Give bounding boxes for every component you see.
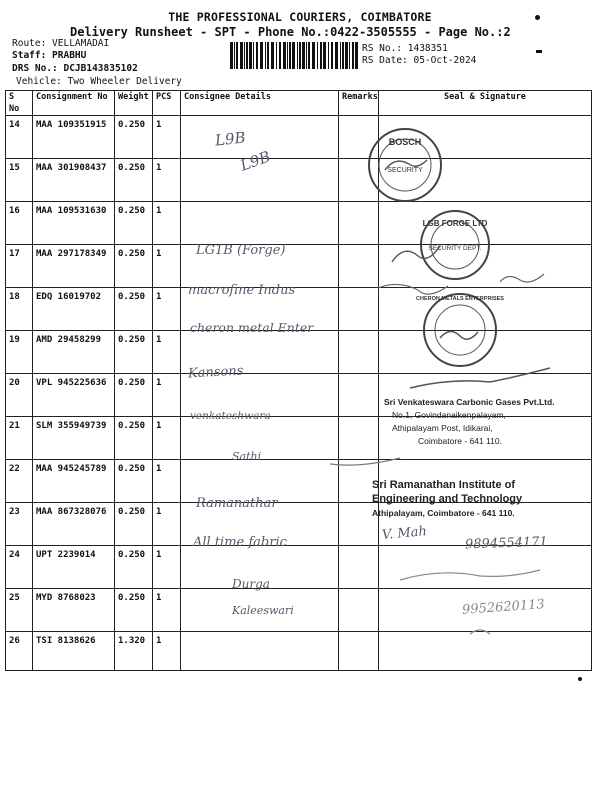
consignment-cell: MAA 945245789: [33, 460, 115, 503]
pcs-cell: 1: [153, 202, 181, 245]
mark-dot-bottom: [578, 677, 582, 681]
weight-cell: 0.250: [115, 546, 153, 589]
weight-cell: 1.320: [115, 632, 153, 671]
hw-row15: L9B: [237, 147, 273, 175]
hw-row26-phone: 9952620113: [461, 597, 546, 618]
venkat-stamp-line2: No.1, Govindanaikenpalayam,: [392, 410, 506, 420]
bosch-seal-sub: SECURITY: [387, 167, 423, 174]
col-consignee: Consignee Details: [181, 91, 339, 116]
pcs-cell: 1: [153, 331, 181, 374]
pcs-cell: 1: [153, 417, 181, 460]
pcs-cell: 1: [153, 116, 181, 159]
sno-cell: 22: [6, 460, 33, 503]
col-seal: Seal & Signature: [379, 91, 592, 116]
sno-cell: 19: [6, 331, 33, 374]
pcs-cell: 1: [153, 374, 181, 417]
hw-row19: cheron metal Enter: [190, 320, 314, 335]
consignment-cell: UPT 2239014: [33, 546, 115, 589]
hw-row22: Sathi: [232, 450, 262, 463]
hw-row20: Kansons: [187, 363, 244, 382]
venkat-stamp-line1: Sri Venkateswara Carbonic Gases Pvt.Ltd.: [384, 397, 555, 407]
cheron-seal: [416, 294, 504, 366]
pcs-cell: 1: [153, 460, 181, 503]
forge-seal: [378, 211, 544, 294]
hw-row17: LG1B (Forge): [196, 243, 286, 258]
col-remarks: Remarks: [339, 91, 379, 116]
rs-date: RS Date: 05-Oct-2024: [362, 55, 477, 66]
pcs-cell: 1: [153, 546, 181, 589]
venkat-stamp-line3: Athipalayam Post, Idikarai,: [392, 423, 493, 433]
consignment-cell: MAA 867328076: [33, 503, 115, 546]
col-weight: Weight: [115, 91, 153, 116]
staff-label: Staff: PRABHU: [12, 50, 87, 61]
consignment-cell: MAA 109351915: [33, 116, 115, 159]
signature-row20: [410, 368, 550, 388]
hw-row14: L9B: [214, 128, 247, 150]
weight-cell: 0.250: [115, 245, 153, 288]
hw-row24-sign: V. Mah: [381, 524, 428, 543]
hw-row25: Durga: [232, 577, 270, 591]
bosch-seal: [369, 129, 441, 201]
weight-cell: 0.250: [115, 331, 153, 374]
sno-cell: 20: [6, 374, 33, 417]
weight-cell: 0.250: [115, 589, 153, 632]
pcs-cell: 1: [153, 589, 181, 632]
ramanathan-stamp-line1: Sri Ramanathan Institute of: [372, 479, 516, 491]
weight-cell: 0.250: [115, 460, 153, 503]
weight-cell: 0.250: [115, 374, 153, 417]
weight-cell: 0.250: [115, 202, 153, 245]
weight-cell: 0.250: [115, 116, 153, 159]
consignment-cell: MAA 301908437: [33, 159, 115, 202]
forge-seal-sub: SECURITY DEPT.: [428, 245, 482, 252]
ramanathan-stamp-line2: Engineering and Technology: [372, 493, 523, 505]
route-label: Route: VELLAMADAI: [12, 38, 110, 49]
drs-number: DRS No.: DCJB143835102: [12, 63, 138, 74]
consignment-cell: TSI 8138626: [33, 632, 115, 671]
pcs-cell: 1: [153, 245, 181, 288]
pcs-cell: 1: [153, 632, 181, 671]
hw-row18: macrofine Indus: [188, 283, 296, 298]
hw-row21: venkateshwara: [190, 410, 271, 422]
hw-row24: All time fabric: [193, 535, 287, 550]
sno-cell: 23: [6, 503, 33, 546]
weight-cell: 0.250: [115, 159, 153, 202]
pcs-cell: 1: [153, 159, 181, 202]
consignment-cell: AMD 29458299: [33, 331, 115, 374]
consignment-cell: MAA 109531630: [33, 202, 115, 245]
col-sno: S No: [6, 91, 33, 116]
col-pcs: PCS: [153, 91, 181, 116]
bosch-seal-text: BOSCH: [388, 137, 422, 147]
sno-cell: 16: [6, 202, 33, 245]
sno-cell: 15: [6, 159, 33, 202]
signature-row25: [400, 570, 540, 580]
hw-row26: Kaleeswari: [232, 604, 294, 617]
consignment-cell: MYD 8768023: [33, 589, 115, 632]
vehicle-label: Vehicle: Two Wheeler Delivery: [16, 76, 182, 87]
venkat-stamp-line4: Coimbatore - 641 110.: [418, 436, 502, 446]
sno-cell: 17: [6, 245, 33, 288]
consignment-cell: MAA 297178349: [33, 245, 115, 288]
consignment-cell: EDQ 16019702: [33, 288, 115, 331]
rs-number: RS No.: 1438351: [362, 43, 448, 54]
weight-cell: 0.250: [115, 503, 153, 546]
pcs-cell: 1: [153, 288, 181, 331]
consignment-cell: VPL 945225636: [33, 374, 115, 417]
signature-row22: [330, 458, 400, 465]
weight-cell: 0.250: [115, 288, 153, 331]
col-consignment: Consignment No: [33, 91, 115, 116]
ramanathan-stamp-line3: Athipalayam, Coimbatore - 641 110.: [372, 508, 515, 518]
sno-cell: 24: [6, 546, 33, 589]
sno-cell: 26: [6, 632, 33, 671]
sno-cell: 25: [6, 589, 33, 632]
sno-cell: 14: [6, 116, 33, 159]
sno-cell: 18: [6, 288, 33, 331]
consignment-cell: SLM 355949739: [33, 417, 115, 460]
company-title: THE PROFESSIONAL COURIERS, COIMBATORE: [168, 10, 432, 24]
cheron-seal-text: CHERON METALS ENTERPRISES: [416, 296, 504, 302]
pcs-cell: 1: [153, 503, 181, 546]
weight-cell: 0.250: [115, 417, 153, 460]
hw-row23: Ramanathar: [196, 496, 278, 511]
hw-row24-phone: 9894554171: [464, 534, 548, 553]
forge-seal-text: LGB FORGE LTD: [422, 219, 488, 228]
runsheet-subtitle: Delivery Runsheet - SPT - Phone No.:0422-3505555 - Page No.:2: [70, 25, 511, 39]
signature-row26: [470, 630, 490, 634]
sno-cell: 21: [6, 417, 33, 460]
